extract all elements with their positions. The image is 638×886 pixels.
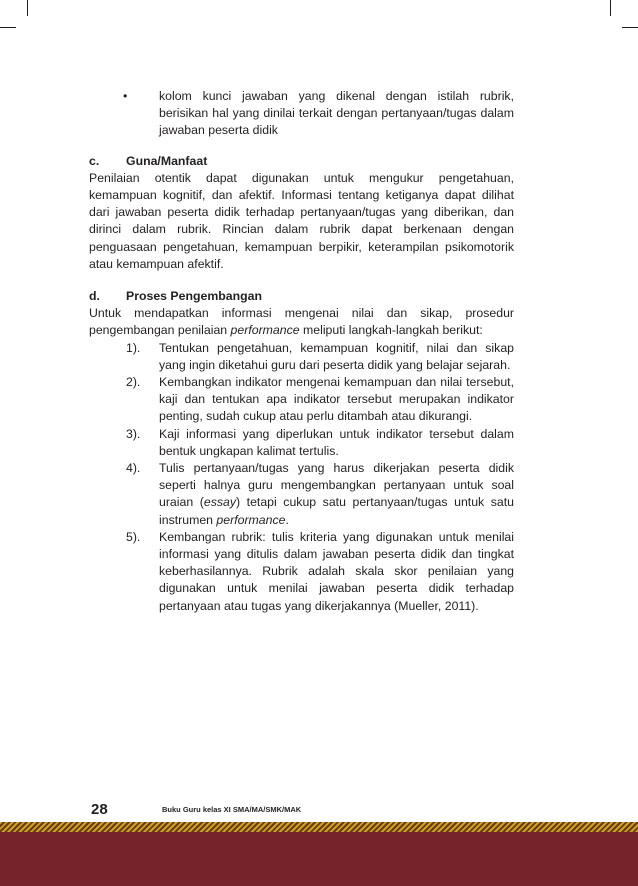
section-c-letter: c. xyxy=(89,153,100,168)
list-text-part: Tulis pertanyaan/tugas yang harus dikerjakan peserta didik seperti halnya guru mengembangkan pertanyaan untuk soal uraian ( xyxy=(159,461,514,510)
section-d xyxy=(89,288,514,615)
bullet-text: kolom kunci jawaban yang dikenal dengan istilah rubrik, berisikan hal yang dinilai terkait dengan pertanyaan/tugas dalam jawaban peserta didik xyxy=(159,89,514,138)
page-content xyxy=(89,88,514,630)
page-number: 28 xyxy=(91,801,108,818)
section-c-body: Penilaian otentik dapat digunakan untuk mengukur pengetahuan, kemampuan kognitif, dan afektif. Informasi tentang ketiganya dapat dilihat dari jawaban peserta didik terhadap pertanyaan/tugas yang diberikan, dan dirinci dalam rubrik. Rincian dalam rubrik dapat berkenaan dengan penguasaan pengetahuan, kemampuan berpikir, keterampilan psikomotorik atau kemampuan afektif. xyxy=(89,170,514,271)
list-text: Kembangan rubrik: tulis kriteria yang digunakan untuk menilai informasi yang ditulis dalam jawaban peserta didik dan tingkat keberhasilannya. Rubrik adalah skala skor penilaian yang digunakan untuk menilai jawaban peserta didik terhadap pertanyaan atau tugas yang dikerjakannya (Mueller, 2011). xyxy=(159,529,514,613)
list-text: Kaji informasi yang diperlukan untuk indikator tersebut dalam bentuk ungkapan kalimat tertulis. xyxy=(159,426,514,458)
section-d-heading xyxy=(89,288,514,305)
section-c-heading xyxy=(89,153,514,170)
list-item xyxy=(89,529,514,615)
crop-mark xyxy=(0,27,16,28)
footer-band xyxy=(0,832,638,886)
list-item xyxy=(89,460,514,529)
list-text-part: . xyxy=(285,512,289,527)
list-text: Kembangkan indikator mengenai kemampuan dan nilai tersebut, kaji dan tentukan apa indikator tersebut merupakan indikator penting, sudah cukup atau perlu ditambah atau dikurangi. xyxy=(159,375,514,424)
list-number: 1). xyxy=(126,340,141,355)
list-text-part: ) tetapi cukup satu pertanyaan/tugas untuk satu instrumen xyxy=(159,495,514,527)
list-text: Tentukan pengetahuan, kemampuan kognitif, nilai dan sikap yang ingin diketahui guru dari peserta didik yang belajar sejarah. xyxy=(159,340,514,372)
bullet-icon: • xyxy=(123,89,128,103)
list-number: 2). xyxy=(126,375,141,390)
list-number: 5). xyxy=(126,529,141,544)
intro-text: Untuk mendapatkan informasi mengenai nilai dan sikap, prosedur pengembangan penilaian xyxy=(89,306,514,338)
section-d-letter: d. xyxy=(89,289,100,304)
list-emphasis: essay xyxy=(203,495,236,510)
list-item xyxy=(89,340,514,374)
section-d-intro xyxy=(89,305,514,339)
crop-mark xyxy=(27,0,28,16)
decorative-stripe xyxy=(0,822,638,832)
list-emphasis: performance xyxy=(216,512,286,527)
intro-emphasis: performance xyxy=(230,323,300,338)
section-c xyxy=(89,153,514,273)
bullet-item xyxy=(89,88,514,140)
section-c-title: Guna/Manfaat xyxy=(126,153,208,168)
list-number: 4). xyxy=(126,461,141,476)
list-item xyxy=(89,374,514,426)
list-number: 3). xyxy=(126,426,141,441)
section-d-title: Proses Pengembangan xyxy=(126,289,262,304)
crop-mark xyxy=(610,0,611,16)
list-item xyxy=(89,426,514,460)
crop-mark xyxy=(622,27,638,28)
book-title: Buku Guru kelas XI SMA/MA/SMK/MAK xyxy=(162,805,302,814)
list-text xyxy=(159,461,514,527)
intro-text-end: meliputi langkah-langkah berikut: xyxy=(299,323,483,338)
